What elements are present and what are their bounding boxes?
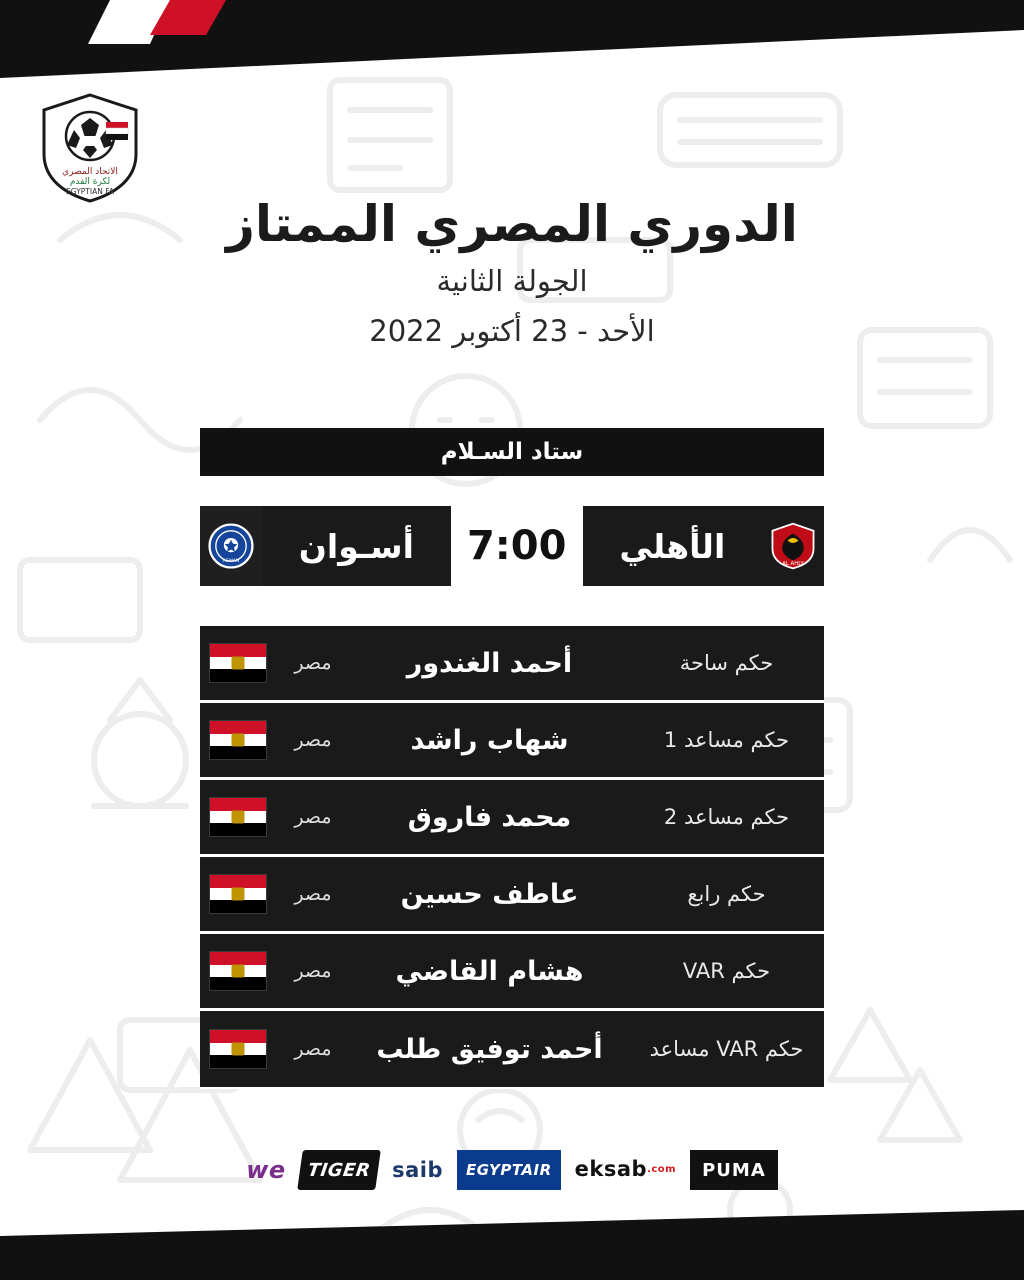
sponsor-egyptair-logo: EGYPTAIR	[457, 1150, 561, 1190]
svg-text:EGYPTIAN FA: EGYPTIAN FA	[66, 187, 114, 196]
official-role: حكم رابع	[687, 882, 766, 906]
away-team-name: أسـوان	[262, 506, 451, 586]
official-country: مصر	[294, 1038, 332, 1060]
table-row	[200, 934, 824, 1010]
table-row	[200, 857, 824, 933]
match-date: الأحد - 23 أكتوبر 2022	[369, 313, 655, 348]
match-row	[200, 506, 824, 586]
home-team-name: الأهلي	[583, 506, 762, 586]
svg-text:ASWAN: ASWAN	[222, 559, 240, 565]
official-name: شهاب راشد	[410, 724, 569, 756]
official-country: مصر	[294, 652, 332, 674]
egypt-flag-icon	[200, 797, 276, 837]
sponsor-we-logo: we	[246, 1156, 286, 1184]
table-row	[200, 1011, 824, 1087]
official-name: هشام القاضي	[395, 955, 584, 987]
kickoff-time: 7:00	[451, 506, 583, 586]
stadium-name-bar: ستاد السـلام	[200, 428, 824, 476]
egypt-flag-icon	[200, 951, 276, 991]
sponsor-saib-logo: saib	[392, 1158, 444, 1182]
official-country: مصر	[294, 729, 332, 751]
official-name: أحمد الغندور	[406, 647, 573, 679]
egypt-flag-icon	[200, 643, 276, 683]
page-title: الدوري المصري الممتاز	[226, 195, 798, 253]
official-country: مصر	[294, 960, 332, 982]
round-subtitle: الجولة الثانية	[436, 263, 588, 298]
away-team-badge-icon	[200, 506, 262, 586]
official-name: محمد فاروق	[407, 801, 572, 833]
officials-table	[200, 624, 824, 1089]
sponsor-eksab-sub: .com	[647, 1164, 677, 1176]
table-row	[200, 703, 824, 779]
svg-text:الاتحاد المصري: الاتحاد المصري	[62, 167, 118, 177]
official-role: حكم ساحة	[679, 651, 774, 675]
top-decor-band	[0, 0, 1024, 86]
official-role: حكم مساعد 1	[663, 728, 790, 752]
poster-titles	[0, 196, 1024, 348]
home-team-badge-icon	[762, 506, 824, 586]
official-role: حكم VAR	[682, 959, 771, 983]
table-row	[200, 780, 824, 856]
official-name: أحمد توفيق طلب	[376, 1033, 603, 1065]
svg-text:لكرة القدم: لكرة القدم	[69, 177, 111, 187]
sponsor-tiger-logo: TIGER	[297, 1150, 381, 1190]
sponsor-puma-logo: PUMA	[690, 1150, 778, 1190]
table-row	[200, 626, 824, 702]
official-role: حكم مساعد 2	[663, 805, 790, 829]
egypt-flag-icon	[200, 720, 276, 760]
official-name: عاطف حسين	[400, 878, 579, 910]
sponsor-strip	[0, 1150, 1024, 1190]
official-role: حكم VAR مساعد	[649, 1037, 804, 1061]
sponsor-eksab-logo	[575, 1150, 676, 1190]
bottom-decor-band	[0, 1210, 1024, 1280]
official-country: مصر	[294, 806, 332, 828]
egyptian-fa-crest-icon	[36, 92, 144, 204]
official-country: مصر	[294, 883, 332, 905]
egypt-flag-icon	[200, 1029, 276, 1069]
egypt-flag-icon	[200, 874, 276, 914]
sponsor-eksab-name: eksab	[574, 1157, 648, 1182]
svg-text:AL AHLY: AL AHLY	[782, 560, 804, 567]
